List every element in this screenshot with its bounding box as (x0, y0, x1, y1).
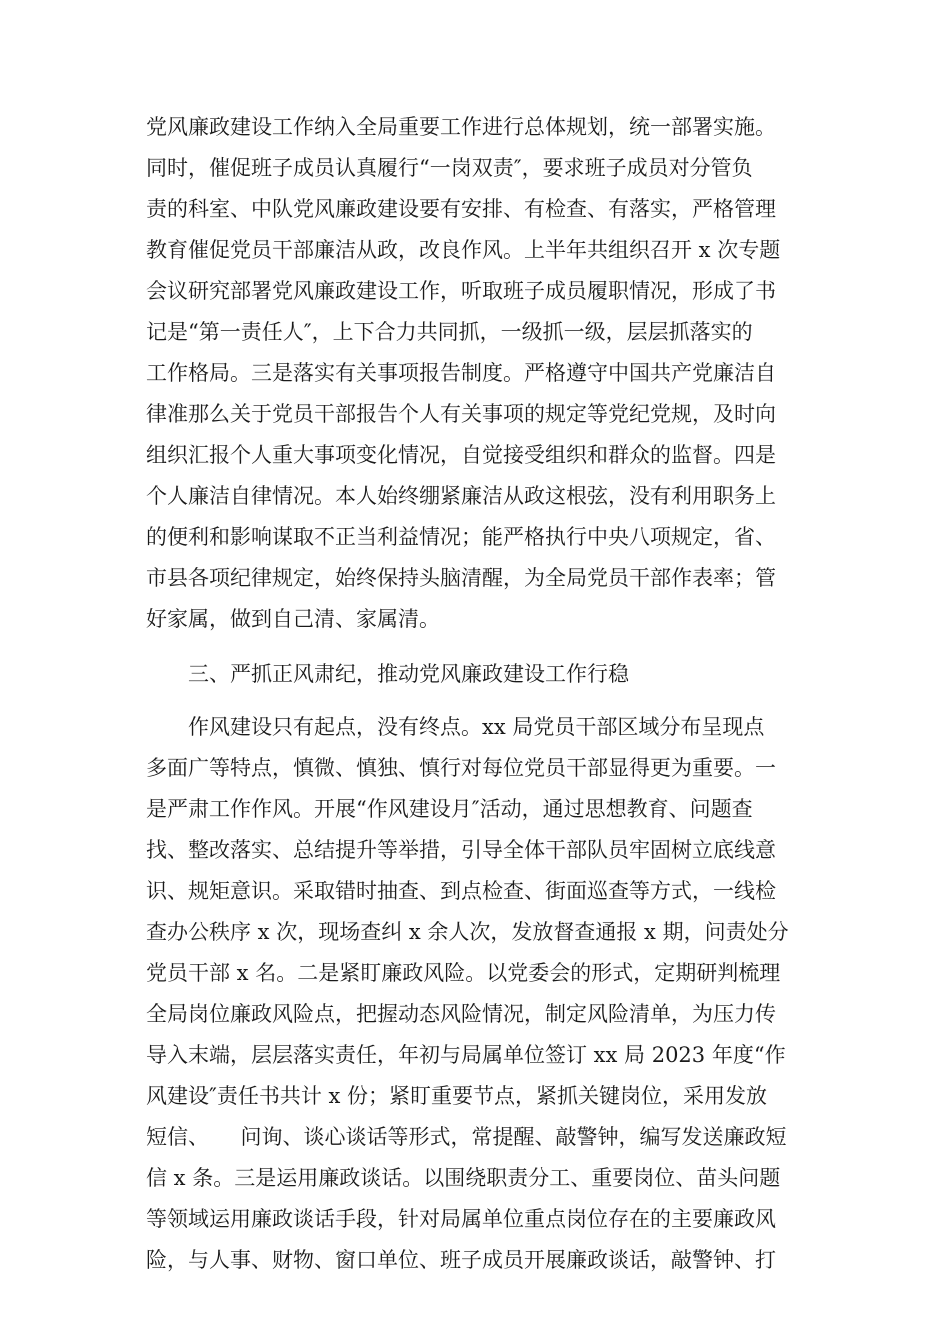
text-line: 导入末端，层层落实责任，年初与局属单位签订 xx 局 2023 年度“作 (146, 1043, 786, 1067)
text-line: 找、整改落实、总结提升等举措，引导全体干部队员牢固树立底线意 (146, 838, 776, 862)
text-line: 党风廉政建设工作纳入全局重要工作进行总体规划，统一部署实施。 (146, 115, 776, 139)
text-line: 短信、 问询、谈心谈话等形式，常提醒、敲警钟，编写发送廉政短 (146, 1125, 787, 1149)
text-line: 责的科室、中队党风廉政建设要有安排、有检查、有落实，严格管理 (146, 197, 776, 221)
text-line: 风建设″责任书共计 x 份；紧盯重要节点，紧抓关键岗位，采用发放 (146, 1084, 768, 1108)
text-line: 教育催促党员干部廉洁从政，改良作风。上半年共组织召开 x 次专题 (146, 238, 781, 262)
text-line: 好家属，做到自己清、家属清。 (146, 607, 440, 631)
text-line: 险，与人事、财物、窗口单位、班子成员开展廉政谈话，敲警钟、打 (146, 1248, 776, 1272)
text-line: 会议研究部署党风廉政建设工作，听取班子成员履职情况，形成了书 (146, 279, 776, 303)
section-heading: 三、严抓正风肃纪，推动党风廉政建设工作行稳 (188, 662, 629, 686)
text-line: 律准那么关于党员干部报告个人有关事项的规定等党纪党规，及时向 (146, 402, 776, 426)
text-line: 查办公秩序 x 次，现场查纠 x 余人次，发放督查通报 x 期，问责处分 (146, 920, 789, 944)
text-line: 工作格局。三是落实有关事项报告制度。严格遵守中国共产党廉洁自 (146, 361, 776, 385)
text-line: 全局岗位廉政风险点，把握动态风险情况，制定风险清单，为压力传 (146, 1002, 776, 1026)
text-line: 的便利和影响谋取不正当利益情况；能严格执行中央八项规定，省、 (146, 525, 776, 549)
text-line: 组织汇报个人重大事项变化情况，自觉接受组织和群众的监督。四是 (146, 443, 776, 467)
text-line: 个人廉洁自律情况。本人始终绷紧廉洁从政这根弦，没有利用职务上 (146, 484, 776, 508)
text-line: 等领域运用廉政谈话手段，针对局属单位重点岗位存在的主要廉政风 (146, 1207, 776, 1231)
text-line: 是严肃工作作风。开展“作风建设月″活动，通过思想教育、问题查 (146, 797, 753, 821)
text-line: 党员干部 x 名。二是紧盯廉政风险。以党委会的形式，定期研判梳理 (146, 961, 781, 985)
text-line: 作风建设只有起点，没有终点。xx 局党员干部区域分布呈现点 (188, 715, 765, 739)
text-line: 多面广等特点，慎微、慎独、慎行对每位党员干部显得更为重要。一 (146, 756, 776, 780)
text-line: 记是“第一责任人″，上下合力共同抓，一级抓一级，层层抓落实的 (146, 320, 753, 344)
text-line: 同时，催促班子成员认真履行“一岗双责″，要求班子成员对分管负 (146, 156, 753, 180)
text-line: 识、规矩意识。采取错时抽查、到点检查、街面巡查等方式，一线检 (146, 879, 776, 903)
text-line: 市县各项纪律规定，始终保持头脑清醒，为全局党员干部作表率；管 (146, 566, 776, 590)
text-line: 信 x 条。三是运用廉政谈话。以围绕职责分工、重要岗位、苗头问题 (146, 1166, 781, 1190)
